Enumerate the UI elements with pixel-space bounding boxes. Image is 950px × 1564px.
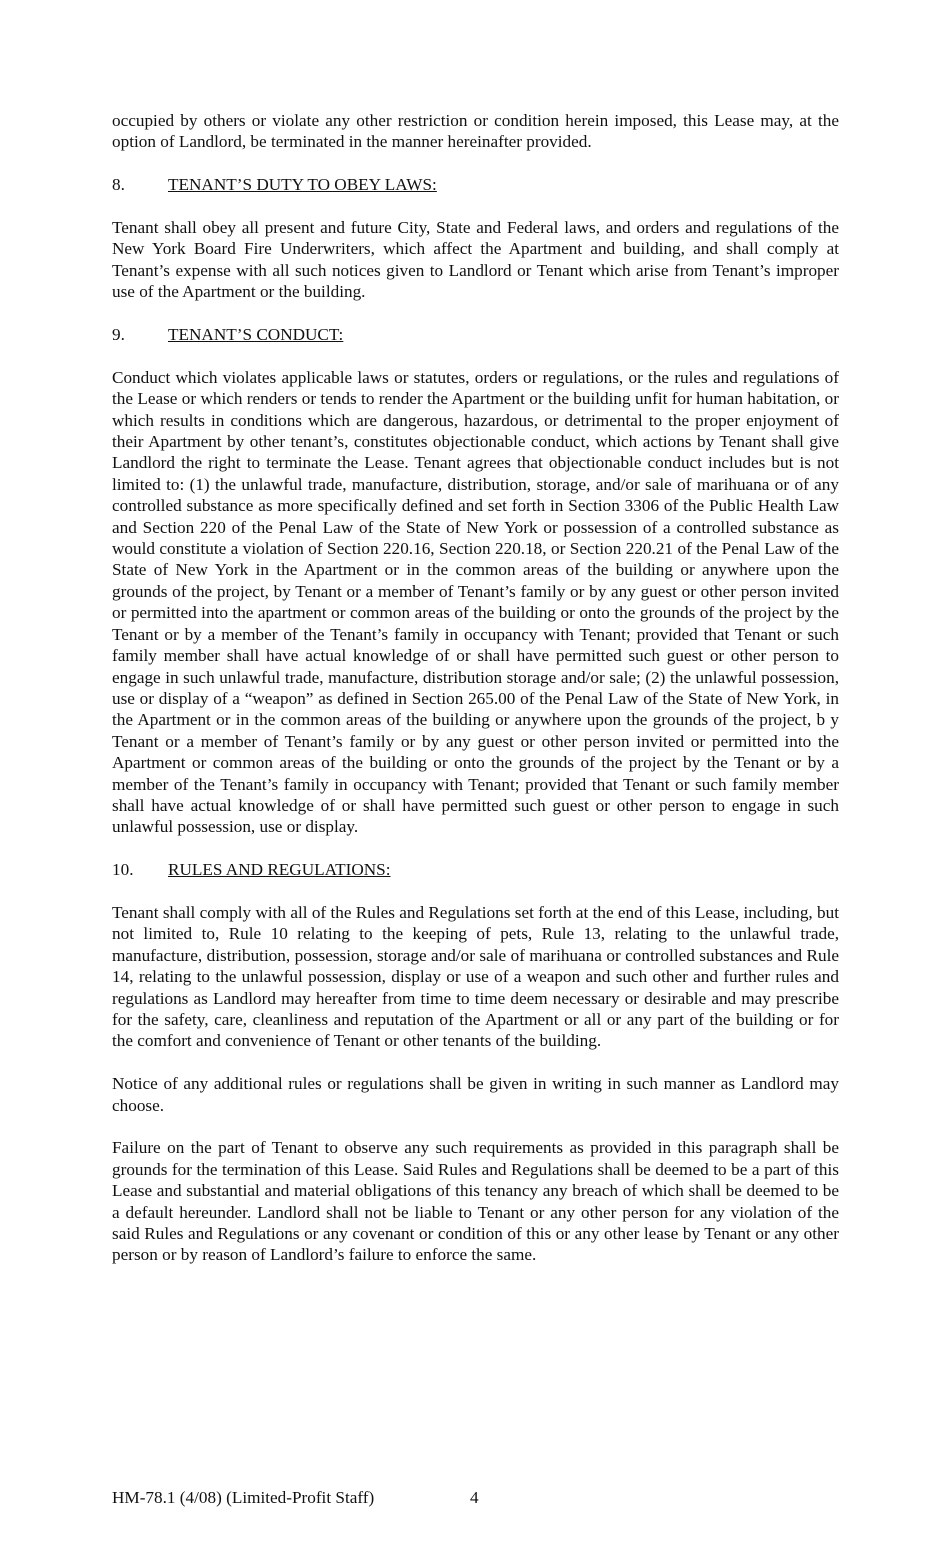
section-8-paragraph: Tenant shall obey all present and future City, State and Federal laws, and orders and regulations of the New York Board Fire Underwriters, which affect the Apartment and building, and shall comply at Tenant’s expense with all such notices given to Landlord or Tenant which arise from Tenant’s improper use of the Apartment or the building.: [112, 218, 839, 302]
section-number: 8.: [112, 175, 125, 195]
page-number: 4: [470, 1488, 479, 1507]
form-identifier: HM-78.1 (4/08) (Limited-Profit Staff): [112, 1488, 375, 1507]
section-9-paragraph: Conduct which violates applicable laws or statutes, orders or regulations, or the rules and regulations of the Lease or which renders or tends to render the Apartment or the building unfit for human habitation, or which results in conditions which are dangerous, hazardous, or detrimental to the proper enjoyment of their Apartment by other tenant’s, constitutes objectionable conduct, which actions by Tenant shall give Landlord the right to terminate the Lease. Tenant agrees that objectionable conduct includes but is not limited to: (1) the unlawful trade, manufacture, distribution, storage, and/or sale of marihuana or of any controlled substance as more specifically defined and set forth in Section 3306 of the Public Health Law and Section 220 of the Penal Law of the State of New York or possession of a controlled substance as would constitute a violation of Section 220.16, Section 220.18, or Section 220.21 of the Penal Law of the State of New York in the Apartment or in the common areas of the building or anywhere upon the grounds of the project, by Tenant or a member of Tenant’s family or by any guest or other person invited or permitted into the apartment or common areas of the building or onto the grounds of the project by the Tenant or by a member of the Tenant’s family in occupancy with Tenant; provided that Tenant or such family member shall have actual knowledge of or shall have permitted such guest or other person to engage in such unlawful trade, manufacture, distribution storage and/or sale; (2) the unlawful possession, use or display of a “weapon” as defined in Section 265.00 of the Penal Law of the State of New York, in the Apartment or in the common areas of the building or anywhere upon the grounds of the project, b y Tenant or a member of Tenant’s family or by any guest or other person invited or permitted into the Apartment or common areas of the building or onto the grounds of the project by the Tenant or by a member of the Tenant’s family in occupancy with Tenant; provided that Tenant or such family member shall have actual knowledge of or shall have permitted such guest or other person to engage in such unlawful possession, use or display.: [112, 367, 839, 837]
page-footer: [112, 1487, 479, 1508]
section-10-paragraph-2: Notice of any additional rules or regulations shall be given in writing in such manner as Landlord may choose.: [112, 1074, 839, 1115]
section-10-paragraph-3: Failure on the part of Tenant to observe any such requirements as provided in this paragraph shall be grounds for the termination of this Lease. Said Rules and Regulations shall be deemed to be a part of this Lease and substantial and material obligations of this tenancy any breach of which shall be deemed to be a default hereunder. Landlord shall not be liable to Tenant or any other person for any violation of the said Rules and Regulations or any covenant or condition of this or any other lease by Tenant or any other person or by reason of Landlord’s failure to enforce the same.: [112, 1138, 839, 1265]
section-title: RULES AND REGULATIONS:: [168, 860, 391, 880]
section-title: TENANT’S CONDUCT:: [168, 325, 344, 345]
document-page: [112, 110, 839, 1287]
section-title: TENANT’S DUTY TO OBEY LAWS:: [168, 175, 437, 195]
section-10-paragraph-1: Tenant shall comply with all of the Rules and Regulations set forth at the end of this Lease, including, but not limited to, Rule 10 relating to the keeping of pets, Rule 13, relating to the unlawful trade, manufacture, distribution, possession, storage and/or sale of marihuana or controlled substances and Rule 14, relating to the unlawful possession, display or use of a weapon and such other and further rules and regulations as Landlord may hereafter from time to time deem necessary or desirable and may prescribe for the safety, care, cleanliness and reputation of the Apartment or all or any part of the building or for the comfort and convenience of Tenant or other tenants of the building.: [112, 902, 839, 1051]
section-heading-10: [112, 859, 839, 880]
section-number: 9.: [112, 325, 125, 345]
section-heading-8: [112, 174, 839, 195]
intro-paragraph: occupied by others or violate any other restriction or condition herein imposed, this Lease may, at the option of Landlord, be terminated in the manner hereinafter provided.: [112, 111, 839, 152]
section-heading-9: [112, 324, 839, 345]
section-number: 10.: [112, 860, 134, 880]
